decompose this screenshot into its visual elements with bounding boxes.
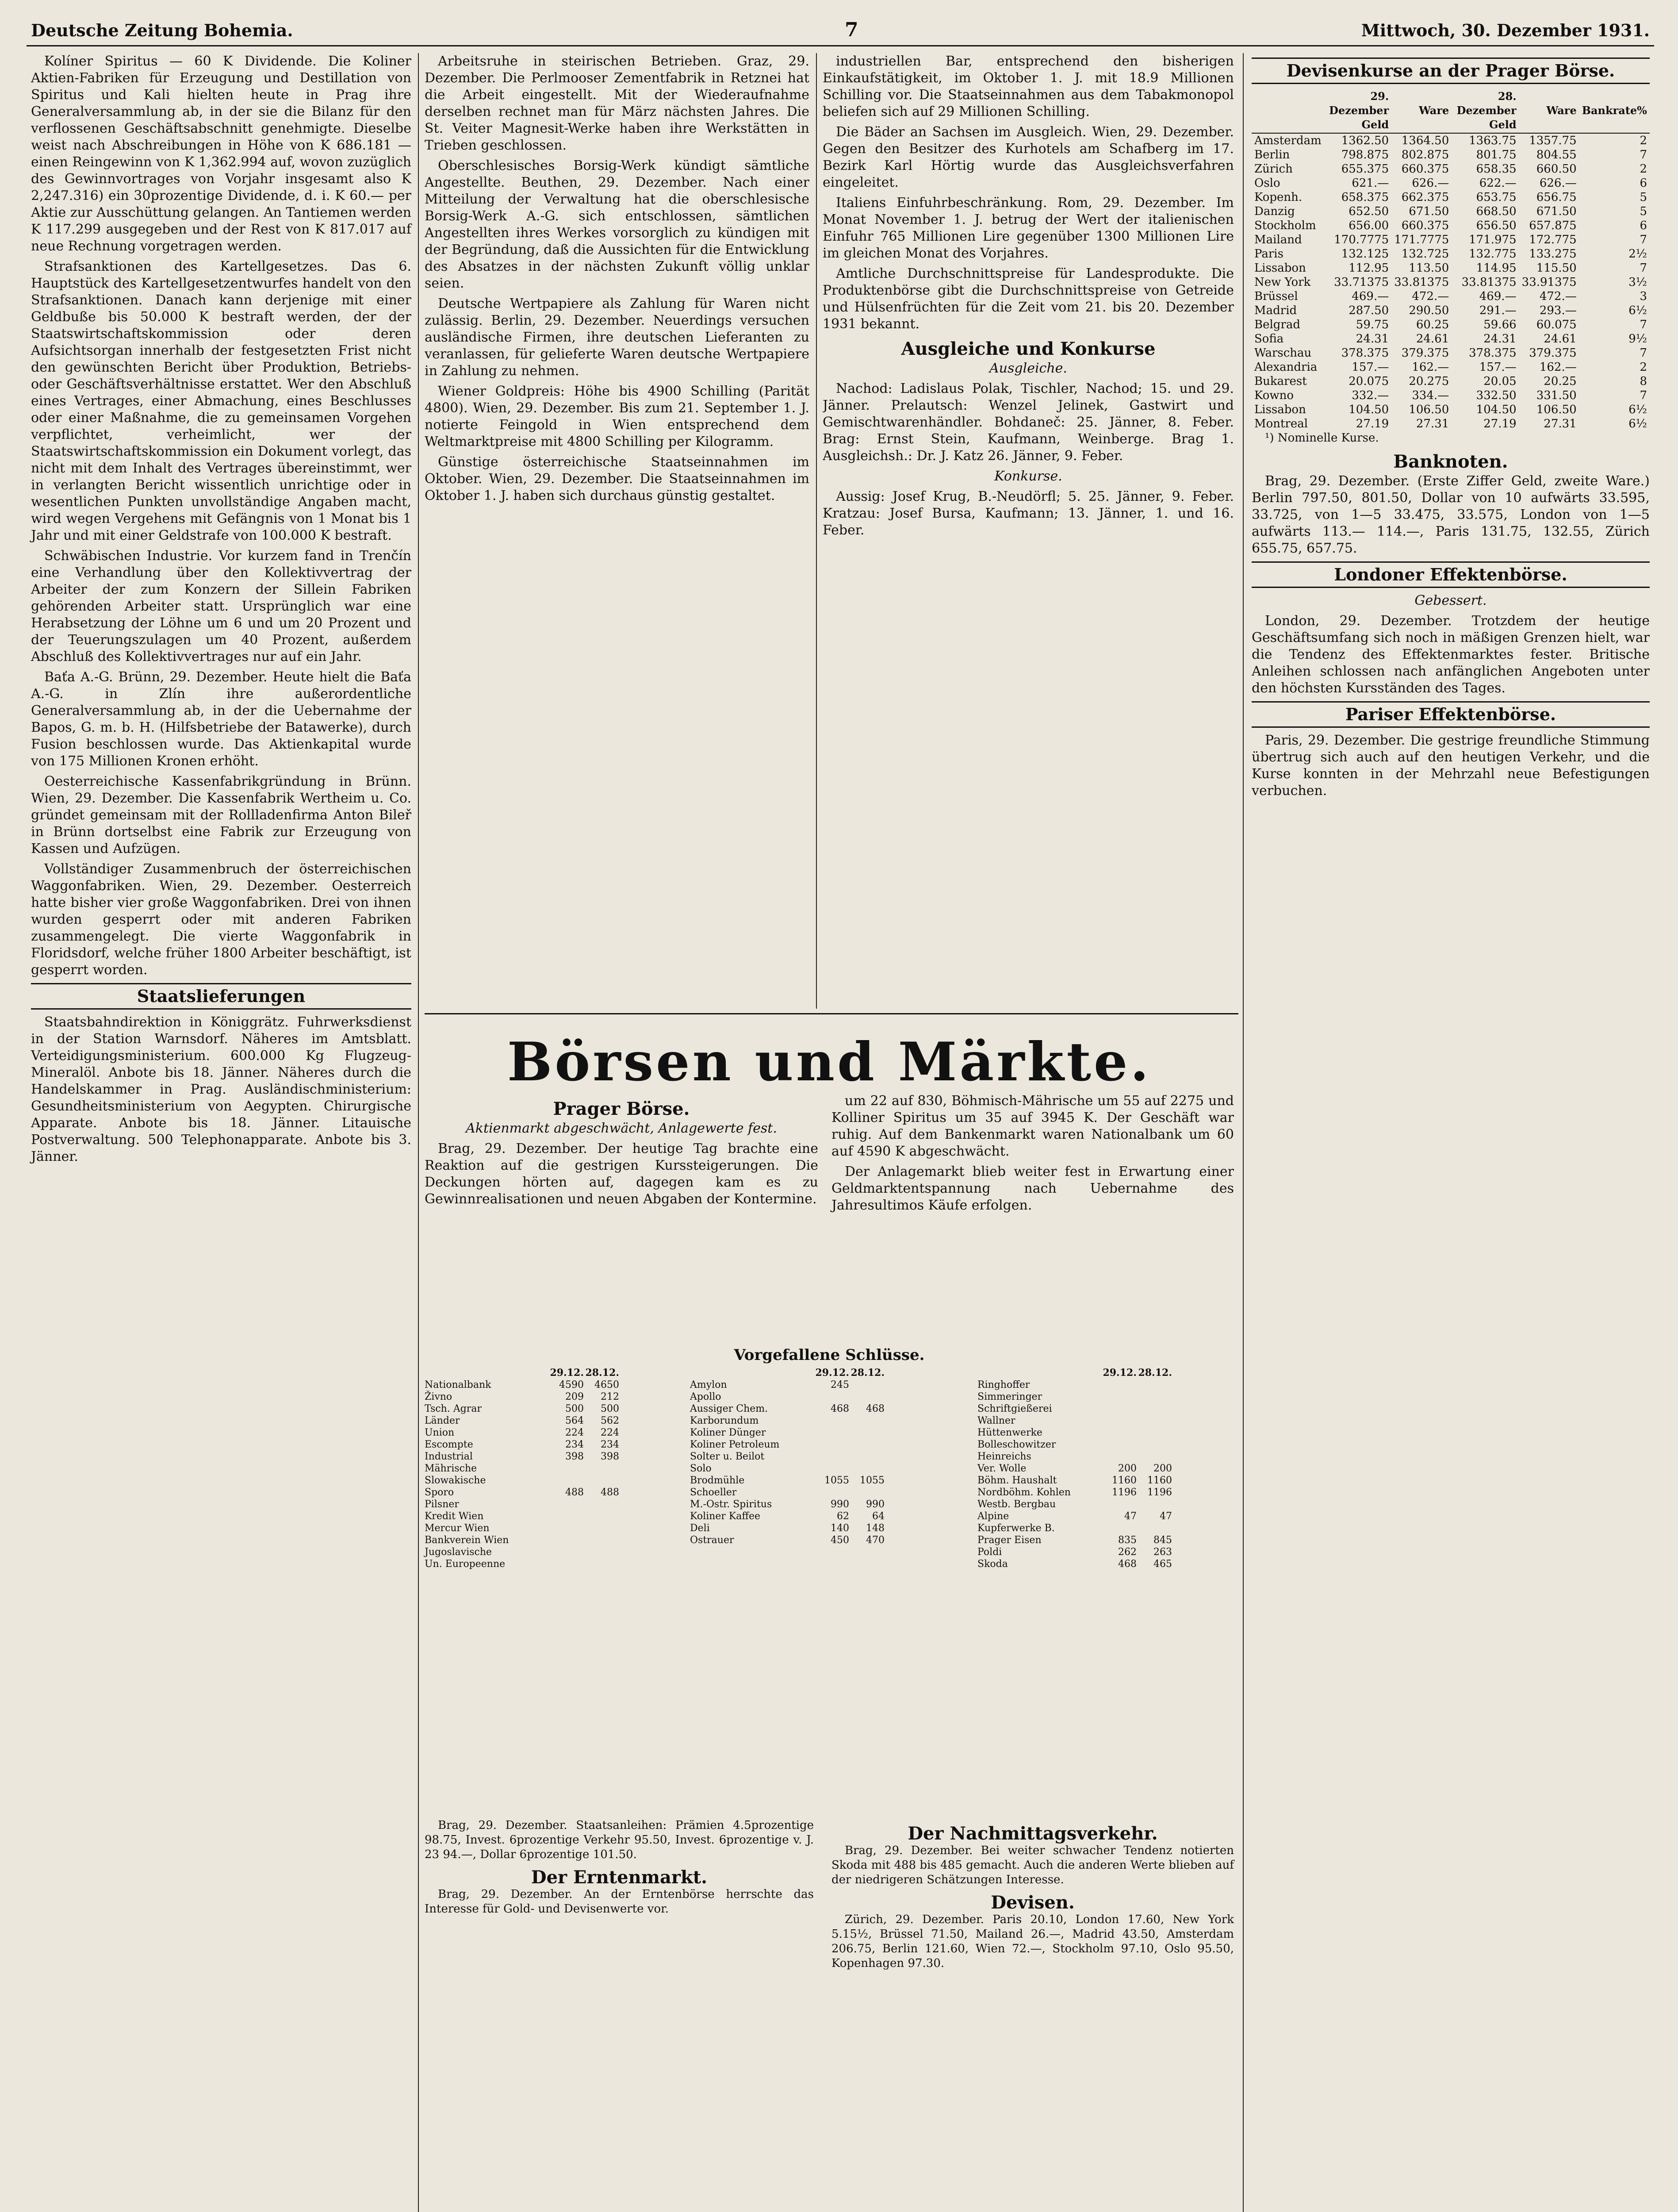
- section-rule: [425, 1013, 1238, 1014]
- table-cell: 660.50: [1536, 162, 1577, 176]
- article: Oberschlesisches Borsig-Werk kündigt sämtliche Angestellte. Beuthen, 29. Dezember. Nach einer Mitteilung der Verwaltung hat die oberschlesische Borsig-Werk A.-G. sich entschlossen, sämtlichen Angestellten ihres Werkes vorsorglich zu kündigen mit der Begründung, daß die Aussichten für die Entwicklung des Absatzes in der nächsten Zukunft völlig unklar seien.: [425, 158, 809, 291]
- table-cell: 291.—: [1479, 304, 1517, 317]
- article: Brag, 29. Dezember. Bei weiter schwacher Tendenz notierten Skoda mit 488 bis 485 gemacht. Auch die anderen Werte blieben auf der niedrigeren Schätzungen Interesse.: [831, 1844, 1234, 1886]
- table-cell: New York: [1254, 276, 1311, 289]
- table-cell: Stockholm: [1254, 219, 1316, 232]
- table-cell: 6½: [1628, 304, 1647, 317]
- stock-row: Apollo: [690, 1391, 721, 1402]
- table-cell: 6½: [1628, 403, 1647, 416]
- article: Deutsche Wertpapiere als Zahlung für Waren nicht zulässig. Berlin, 29. Dezember. Neuerdings versuchen ausländische Firmen, ihre deutschen Lieferanten zu veranlassen, für gelieferte Waren deutsche Wertpapiere in Zahlung zu nehmen.: [425, 296, 809, 379]
- stock-row: Karborundum: [690, 1415, 759, 1426]
- table-cell: 626.—: [1412, 177, 1449, 190]
- table-cell: 9½: [1628, 332, 1647, 346]
- article: Brag, 29. Dezember. (Erste Ziffer Geld, zweite Ware.) Berlin 797.50, 801.50, Dollar von 10 aufwärts 33.595, 33.725, von 1—5 33.475, 33.575, London von 1—5 aufwärts 113.— 114.—, Paris 131.75, 132.55, Zürich 655.75, 657.75.: [1252, 473, 1650, 556]
- section-heading: Der Nachmittagsverkehr.: [908, 1823, 1158, 1844]
- table-row: [1252, 289, 1650, 303]
- table-cell: 162.—: [1412, 361, 1449, 374]
- table-cell: Kopenh.: [1254, 191, 1303, 204]
- table-cell: 798.875: [1341, 148, 1389, 161]
- table-header: Ware: [1391, 88, 1452, 133]
- table-cell: 5: [1640, 191, 1647, 204]
- table-row: [1252, 417, 1650, 431]
- table-cell: 656.00: [1349, 219, 1389, 232]
- table-cell: 171.975: [1469, 233, 1517, 246]
- table-row: [1252, 162, 1650, 176]
- table-row: [1252, 275, 1650, 289]
- table-cell: 20.25: [1544, 375, 1577, 388]
- table-cell: 1357.75: [1529, 134, 1577, 147]
- stock-row: Koliner Dünger: [690, 1427, 766, 1438]
- table-cell: Brüssel: [1254, 290, 1298, 303]
- table-cell: 104.50: [1476, 403, 1517, 416]
- table-cell: 115.50: [1536, 261, 1577, 275]
- stock-header: 29.12. 28.12.: [1103, 1367, 1172, 1379]
- table-cell: 24.61: [1416, 332, 1449, 346]
- table-cell: 20.075: [1349, 375, 1389, 388]
- table-cell: 33.91375: [1521, 276, 1577, 289]
- stock-row: Schriftgießerei: [977, 1403, 1052, 1414]
- table-cell: 656.50: [1476, 219, 1517, 232]
- table-cell: 7: [1640, 233, 1647, 246]
- stock-row: Böhm. Haushalt 1160 1160: [977, 1475, 1172, 1486]
- running-head: [27, 14, 1654, 46]
- stock-row: Industrial 398 398: [425, 1451, 619, 1462]
- table-cell: 157.—: [1352, 361, 1389, 374]
- table-cell: Berlin: [1254, 148, 1290, 161]
- table-cell: 20.275: [1409, 375, 1449, 388]
- stock-row: Wallner: [977, 1415, 1015, 1426]
- prager-boerse-cont: [831, 1093, 1234, 1217]
- stock-row: Skoda 468 465: [977, 1559, 1172, 1570]
- table-cell: 287.50: [1349, 304, 1389, 317]
- table-header: Ware: [1519, 88, 1579, 133]
- table-cell: Lissabon: [1254, 403, 1306, 416]
- stock-column: [425, 1367, 619, 1570]
- table-cell: 104.50: [1349, 403, 1389, 416]
- table-cell: 132.775: [1469, 247, 1517, 261]
- table-cell: 652.50: [1349, 205, 1389, 218]
- table-cell: Belgrad: [1254, 318, 1301, 331]
- stock-row: Deli 140 148: [690, 1523, 885, 1534]
- table-cell: 660.375: [1401, 219, 1449, 232]
- article: Italiens Einfuhrbeschränkung. Rom, 29. Dezember. Im Monat November 1. J. betrug der Wert der italienischen Einfuhr 765 Millionen Lire gegenüber 1300 Millionen Lire im gleichen Monat des Vorjahres.: [823, 195, 1234, 261]
- subheading: Aktienmarkt abgeschwächt, Anlagewerte fest.: [466, 1121, 777, 1136]
- table-cell: 334.—: [1412, 389, 1449, 402]
- table-cell: 27.19: [1356, 417, 1389, 430]
- table-cell: Danzig: [1254, 205, 1295, 218]
- stock-row: Koliner Petroleum: [690, 1439, 780, 1450]
- article: Die Bäder an Sachsen im Ausgleich. Wien, 29. Dezember. Gegen den Besitzer des Kurhotels am Schafberg im 17. Bezirk Karl Hörtig wurde das Ausgleichsverfahren eingeleitet.: [823, 124, 1234, 190]
- table-cell: 59.66: [1483, 318, 1517, 331]
- newspaper-name: Deutsche Zeitung Bohemia.: [31, 20, 293, 40]
- table-cell: 2: [1640, 162, 1647, 176]
- column-3: [823, 53, 1234, 1004]
- stock-row: Nationalbank 4590 4650: [425, 1379, 619, 1390]
- table-cell: 7: [1640, 389, 1647, 402]
- table-row: [1252, 190, 1650, 204]
- table-cell: 59.75: [1356, 318, 1389, 331]
- table-cell: Paris: [1254, 247, 1283, 261]
- table-cell: 655.375: [1341, 162, 1389, 176]
- table-cell: 802.875: [1401, 148, 1449, 161]
- table-cell: Bukarest: [1254, 375, 1307, 388]
- staatsanleihen: [425, 1818, 814, 1920]
- table-cell: Warschau: [1254, 346, 1312, 360]
- article: industriellen Bar, entsprechend den bisherigen Einkaufstätigkeit, im Oktober 1. J. mit 18.9 Millionen Schilling vor. Die Staatseinnahmen aus dem Tabakmonopol beliefen sich auf 29 Millionen Schilling.: [823, 54, 1234, 119]
- table-cell: 7: [1640, 148, 1647, 161]
- table-cell: 662.375: [1401, 191, 1449, 204]
- table-cell: 3: [1640, 290, 1647, 303]
- table-row: [1252, 403, 1650, 417]
- stock-row: Bankverein Wien: [425, 1535, 509, 1546]
- stock-row: Westb. Bergbau: [977, 1499, 1056, 1510]
- table-row: [1252, 176, 1650, 190]
- table-cell: 657.875: [1529, 219, 1577, 232]
- table-cell: 60.25: [1416, 318, 1449, 331]
- table-header: [1252, 88, 1324, 133]
- article: Baťa A.-G. Brünn, 29. Dezember. Heute hielt die Baťa A.-G. in Zlín ihre außerordentliche Generalversammlung ab, in der die Uebernahme der Bapos, G. m. b. H. (Hilfsbetriebe der Batawerke), durch Fusion beschlossen wurde. Das Aktienkapital wurde von 175 Millionen Kronen erhöht.: [31, 669, 411, 769]
- table-cell: 622.—: [1479, 177, 1517, 190]
- table-cell: 1362.50: [1341, 134, 1389, 147]
- stock-row: M.-Ostr. Spiritus 990 990: [690, 1499, 885, 1510]
- table-cell: 27.31: [1544, 417, 1577, 430]
- table-cell: 132.125: [1341, 247, 1389, 261]
- table-cell: 7: [1640, 346, 1647, 360]
- page-title: Börsen und Märkte.: [507, 1031, 1152, 1093]
- article: Strafsanktionen des Kartellgesetzes. Das 6. Hauptstück des Kartellgesetzentwurfes handelt von den Strafsanktionen. Danach kann derjenige mit einer Geldbuße bis 50.000 K bestraft werden, der der Staatswirtschaftskommission oder deren Aufsichtsorgan innerhalb der festgesetzten Frist nicht den gewünschten Bericht über Produktion, Betriebs- oder Geschäftsverhältnisse erstattet. Wer den Abschluß eines Vertrages, einer Abmachung, eines Beschlusses oder einer Maßnahme, die zu gemeinsamen Vorgehen verpflichtet, verheimlicht, wer der Staatswirtschaftskommission ein Dokument vorlegt, das nicht mit dem Inhalt des Vertrages übereinstimmt, wer in verlangten Bericht wissentlich unrichtige oder in wesentlichen Punkten unvollständige Angaben macht, wird wegen Vergehens mit Gefängnis von 1 Monat bis 1 Jahr und mit einer Geldstrafe von 100.000 K bestraft.: [31, 259, 411, 543]
- table-row: [1252, 148, 1650, 162]
- article: Vollständiger Zusammenbruch der österreichischen Waggonfabriken. Wien, 29. Dezember. Oesterreich hatte bisher vier große Waggonfabriken. Drei von ihnen wurden gesperrt oder mit anderen Fabriken zusammengelegt. Die vierte Waggonfabrik in Floridsdorf, welche früher 1800 Arbeiter beschäftigt, ist gesperrt worden.: [31, 861, 411, 978]
- table-row: [1252, 332, 1650, 346]
- stock-row: Slowakische: [425, 1475, 486, 1486]
- table-cell: 2½: [1628, 247, 1647, 261]
- article: Zürich, 29. Dezember. Paris 20.10, London 17.60, New York 5.15½, Brüssel 71.50, Mailand 26.—, Madrid 43.50, Amsterdam 206.75, Berlin 121.60, Wien 72.—, Stockholm 97.10, Oslo 95.50, Kopenhagen 97.30.: [831, 1913, 1234, 1970]
- table-cell: 114.95: [1476, 261, 1517, 275]
- table-cell: 6½: [1628, 417, 1647, 430]
- table-cell: Kowno: [1254, 389, 1294, 402]
- section-heading: Londoner Effektenbörse.: [1252, 561, 1650, 588]
- stock-row: Heinreichs: [977, 1451, 1031, 1462]
- table-cell: 1363.75: [1469, 134, 1517, 147]
- stock-row: Sporo 488 488: [425, 1487, 619, 1498]
- table-cell: 660.375: [1401, 162, 1449, 176]
- stock-header: 29.12. 28.12.: [815, 1367, 885, 1379]
- stock-row: Simmeringer: [977, 1391, 1042, 1402]
- stock-row: Živno 209 212: [425, 1391, 619, 1402]
- subheading: Gebessert.: [1414, 593, 1487, 608]
- article: Staatsbahndirektion in Königgrätz. Fuhrwerksdienst in der Station Warnsdorf. Näheres im Amtsblatt. Verteidigungsministerium. 600.000 Kg Flugzeug-Mineralöl. Anbote bis 18. Jänner. Näheres durch die Handelskammer in Prag. Ausländischministerium: Gesundheitsministerium von Aegypten. Chirurgische Apparate. Anbote bis 18. Jänner. Litauische Postverwaltung. 500 Telephonapparate. Anbote bis 3. Jänner.: [31, 1014, 411, 1164]
- table-cell: 379.375: [1529, 346, 1577, 360]
- table-cell: Madrid: [1254, 304, 1297, 317]
- table-cell: 132.725: [1401, 247, 1449, 261]
- table-cell: 2: [1640, 134, 1647, 147]
- section-heading: Devisenkurse an der Prager Börse.: [1252, 58, 1650, 84]
- stock-row: Poldi 262 263: [977, 1547, 1172, 1558]
- table-row: [1252, 233, 1650, 247]
- article: Paris, 29. Dezember. Die gestrige freundliche Stimmung übertrug sich auch auf den heutigen Verkehr, und die Kurse konnten in der Mehrzahl neue Befestigungen verbuchen.: [1252, 733, 1650, 799]
- stock-row: Koliner Kaffee 62 64: [690, 1511, 885, 1522]
- stock-row: Aussiger Chem. 468 468: [690, 1403, 885, 1414]
- article: Brag, 29. Dezember. An der Erntenbörse herrschte das Interesse für Gold- und Devisenwerte vor.: [425, 1888, 814, 1916]
- stock-row: Länder 564 562: [425, 1415, 619, 1426]
- table-row: [1252, 360, 1650, 374]
- fx-note: ¹) Nominelle Kurse.: [1265, 431, 1379, 445]
- column-4: [1252, 53, 1650, 803]
- table-cell: 112.95: [1349, 261, 1389, 275]
- table-cell: 27.19: [1483, 417, 1517, 430]
- article: Kolíner Spiritus — 60 K Dividende. Die Koliner Aktien-Fabriken für Erzeugung und Destillation von Spiritus und Kali hielten heute in Prag ihre Generalversammlung ab, in der sie die Bilanz für den verflossenen Geschäftsabschnitt genehmigte. Dieselbe weist nach Abschreibungen in Höhe von K 686.181 — einen Reingewinn von K 1,362.994 auf, wovon zuzüglich des Gewinnvortrages von Vorjahr insgesamt also K 2,247.316) ein 30prozentige Dividende, d. i. K 60.— per Aktie zur Ausschüttung gelangen. An Tantiemen werden K 117.299 ausgegeben und der Rest von K 817.017 auf neue Rechnung vorgetragen werden.: [31, 54, 411, 254]
- table-cell: 106.50: [1536, 403, 1577, 416]
- table-cell: 290.50: [1409, 304, 1449, 317]
- table-cell: 658.375: [1341, 191, 1389, 204]
- table-cell: 133.275: [1529, 247, 1577, 261]
- stock-row: Kredit Wien: [425, 1511, 484, 1522]
- table-cell: 331.50: [1536, 389, 1577, 402]
- table-header: Bankrate%: [1579, 88, 1650, 133]
- table-cell: 1364.50: [1401, 134, 1449, 147]
- stock-row: Mährische: [425, 1463, 477, 1474]
- table-cell: 7: [1640, 261, 1647, 275]
- stock-row: Escompte 234 234: [425, 1439, 619, 1450]
- table-row: [1252, 219, 1650, 233]
- table-cell: 7: [1640, 318, 1647, 331]
- table-cell: 379.375: [1401, 346, 1449, 360]
- stock-table: [425, 1346, 1234, 1801]
- table-cell: 170.7775: [1334, 233, 1389, 246]
- table-cell: 113.50: [1409, 261, 1449, 275]
- table-cell: 626.—: [1539, 177, 1577, 190]
- section-heading: Pariser Effektenbörse.: [1252, 701, 1650, 728]
- table-cell: Sofia: [1254, 332, 1284, 346]
- table-cell: Lissabon: [1254, 261, 1306, 275]
- table-cell: Amsterdam: [1254, 134, 1322, 147]
- table-row: [1252, 346, 1650, 360]
- stock-row: Brodmühle 1055 1055: [690, 1475, 885, 1486]
- table-row: [1252, 374, 1650, 388]
- table-title: Vorgefallene Schlüsse.: [734, 1346, 925, 1364]
- table-cell: 5: [1640, 205, 1647, 218]
- section-heading: Banknoten.: [1393, 451, 1508, 472]
- table-cell: 3½: [1628, 276, 1647, 289]
- table-cell: 293.—: [1539, 304, 1577, 317]
- table-cell: 8: [1640, 375, 1647, 388]
- table-cell: 671.50: [1409, 205, 1449, 218]
- subheading: Ausgleiche.: [989, 361, 1067, 376]
- section-heading: Prager Börse.: [553, 1098, 690, 1119]
- table-cell: 804.55: [1536, 148, 1577, 161]
- table-cell: 20.05: [1483, 375, 1517, 388]
- table-cell: 171.7775: [1394, 233, 1449, 246]
- article: Arbeitsruhe in steirischen Betrieben. Graz, 29. Dezember. Die Perlmooser Zementfabrik in Retznei hat die Arbeit eingestellt. Mit der Wiederaufnahme derselben rechnet man für März nächsten Jahres. Die St. Veiter Magnesit-Werke haben ihre Werkstätten in Trieben geschlossen.: [425, 54, 809, 153]
- stock-row: Bolleschowitzer: [977, 1439, 1056, 1450]
- article: Schwäbischen Industrie. Vor kurzem fand in Trenčín eine Verhandlung über den Kollektivvertrag der Arbeiter der zum Konzern der Sillein Fabriken gehörenden Arbeiter statt. Ursprünglich war eine Herabsetzung der Löhne um 6 und um 20 Prozent und der Teuerungszulagen um 40 Prozent, außerdem Abschluß des Kollektivvertrages nur auf ein Jahr.: [31, 548, 411, 664]
- stock-row: Solter u. Beilot: [690, 1451, 765, 1462]
- table-row: [1252, 204, 1650, 219]
- table-row: [1252, 388, 1650, 403]
- table-cell: 621.—: [1352, 177, 1389, 190]
- table-cell: 106.50: [1409, 403, 1449, 416]
- table-cell: 33.71375: [1334, 276, 1389, 289]
- table-cell: Montreal: [1254, 417, 1308, 430]
- table-cell: 162.—: [1539, 361, 1577, 374]
- article: Wiener Goldpreis: Höhe bis 4900 Schilling (Parität 4800). Wien, 29. Dezember. Bis zum 21. September 1. J. notierte Feingold in Wien entsprechend dem Weltmarktpreise mit 4800 Schilling per Kilogramm.: [425, 384, 809, 449]
- table-cell: 157.—: [1479, 361, 1517, 374]
- table-cell: 60.075: [1536, 318, 1577, 331]
- table-cell: 469.—: [1352, 290, 1389, 303]
- article: Brag, 29. Dezember. Staatsanleihen: Prämien 4.5prozentige 98.75, Invest. 6prozentige Verkehr 95.50, Invest. 6prozentige v. J. 23 94.—, Dollar 6prozentige 101.50.: [425, 1819, 814, 1861]
- table-row: [1252, 261, 1650, 275]
- article: Aussig: Josef Krug, B.-Neudörfl; 5. 25. Jänner, 9. Feber. Kratzau: Josef Bursa, Kaufmann; 13. Jänner, 1. und 16. Feber.: [823, 489, 1234, 538]
- table-cell: 332.50: [1476, 389, 1517, 402]
- section-heading: Ausgleiche und Konkurse: [901, 338, 1156, 359]
- table-cell: 378.375: [1341, 346, 1389, 360]
- article: London, 29. Dezember. Trotzdem der heutige Geschäftsumfang sich noch in mäßigen Grenzen hielt, war die Tendenz des Effektenmarktes fester. Britische Anleihen schlossen nach anfänglichen Angeboten unter den höchsten Kursständen des Tages.: [1252, 613, 1650, 696]
- stock-row: Ringhoffer: [977, 1379, 1030, 1390]
- table-cell: 378.375: [1469, 346, 1517, 360]
- subheading: Konkurse.: [994, 469, 1062, 484]
- table-row: [1252, 247, 1650, 261]
- table-cell: 656.75: [1536, 191, 1577, 204]
- table-row: [1252, 133, 1650, 148]
- table-cell: Zürich: [1254, 162, 1293, 176]
- stock-header: 29.12. 28.12.: [550, 1367, 619, 1379]
- stock-row: Tsch. Agrar 500 500: [425, 1403, 619, 1414]
- stock-row: Solo: [690, 1463, 712, 1474]
- table-row: [1252, 303, 1650, 318]
- stock-row: Alpine 47 47: [977, 1511, 1172, 1522]
- stock-row: Kupferwerke B.: [977, 1523, 1055, 1534]
- table-header: 29. Dezember Geld: [1324, 88, 1391, 133]
- table-cell: 6: [1640, 177, 1647, 190]
- stock-row: Mercur Wien: [425, 1523, 490, 1534]
- table-cell: 801.75: [1476, 148, 1517, 161]
- table-cell: 6: [1640, 219, 1647, 232]
- stock-row: Ver. Wolle 200 200: [977, 1463, 1172, 1474]
- table-cell: Alexandria: [1254, 361, 1318, 374]
- table-cell: Oslo: [1254, 177, 1280, 190]
- table-cell: 472.—: [1412, 290, 1449, 303]
- article: um 22 auf 830, Böhmisch-Mährische um 55 auf 2275 und Kolliner Spiritus um 35 auf 3945 K. Der Geschäft war ruhig. Auf dem Bankenmarkt waren Nationalbank um 60 auf 4590 K abgeschwächt.: [831, 1093, 1234, 1159]
- table-cell: 27.31: [1416, 417, 1449, 430]
- column-rule: [816, 53, 817, 1009]
- article: Günstige österreichische Staatseinnahmen im Oktober. Wien, 29. Dezember. Die Staatseinnahmen im Oktober 1. J. haben sich durchaus günstig gestaltet.: [425, 454, 809, 503]
- article: Amtliche Durchschnittspreise für Landesprodukte. Die Produktenbörse gibt die Durchschnittspreise von Getreide und Hülsenfrüchten für die Zeit vom 21. bis 20. Dezember 1931 bekannt.: [823, 266, 1234, 332]
- table-cell: Mailand: [1254, 233, 1302, 246]
- stock-row: Schoeller: [690, 1487, 737, 1498]
- table-cell: 668.50: [1476, 205, 1517, 218]
- stock-row: Jugoslavische: [425, 1547, 492, 1558]
- section-heading: Devisen.: [991, 1892, 1075, 1913]
- stock-row: Prager Eisen 835 845: [977, 1535, 1172, 1546]
- fx-table: [1252, 88, 1650, 431]
- article: Brag, 29. Dezember. Der heutige Tag brachte eine Reaktion auf die gestrigen Kurssteigerungen. Die Deckungen hörten auf, dagegen kam es zu Gewinnrealisationen und neuen Abgaben der Kontermine.: [425, 1141, 818, 1207]
- table-cell: 24.61: [1544, 332, 1577, 346]
- column-2: [425, 53, 809, 1004]
- stock-column: [977, 1367, 1172, 1570]
- stock-row: Nordböhm. Kohlen 1196 1196: [977, 1487, 1172, 1498]
- article: Nachod: Ladislaus Polak, Tischler, Nachod; 15. und 29. Jänner. Prelautsch: Wenzel Jelinek, Gastwirt und Gemischtwarenhändler. Bohdaneč: 25. Jänner, 8. Feber. Brag: Ernst Stein, Kaufmann, Weinberge. Brag 1. Ausgleichsh.: Dr. J. Katz 26. Jänner, 9. Feber.: [823, 381, 1234, 464]
- table-cell: 33.81375: [1461, 276, 1517, 289]
- issue-date: Mittwoch, 30. Dezember 1931.: [1361, 20, 1650, 40]
- stock-column: [690, 1367, 885, 1546]
- table-cell: 653.75: [1476, 191, 1517, 204]
- stock-row: Hüttenwerke: [977, 1427, 1042, 1438]
- table-cell: 2: [1640, 361, 1647, 374]
- table-cell: 658.35: [1476, 162, 1517, 176]
- table-row: [1252, 318, 1650, 332]
- stock-row: Un. Europeenne: [425, 1559, 506, 1570]
- stock-row: Amylon 245: [690, 1379, 849, 1390]
- prager-boerse: [425, 1093, 818, 1211]
- table-header: 28. Dezember Geld: [1452, 88, 1519, 133]
- section-heading: Staatslieferungen: [31, 983, 411, 1010]
- stock-row: Pilsner: [425, 1499, 459, 1510]
- article: Der Anlagemarkt blieb weiter fest in Erwartung einer Geldmarktentspannung nach Uebernahme des Jahresultimos Käufe erfolgen.: [831, 1164, 1234, 1213]
- table-cell: 172.775: [1529, 233, 1577, 246]
- table-cell: 472.—: [1539, 290, 1577, 303]
- column-rule: [418, 53, 419, 2212]
- table-cell: 469.—: [1479, 290, 1517, 303]
- article: Oesterreichische Kassenfabrikgründung in Brünn. Wien, 29. Dezember. Die Kassenfabrik Wertheim u. Co. gründet gemeinsam mit der Rollladenfirma Anton Bileř in Brünn dortselbst eine Fabrik zur Erzeugung von Kassen und Aufzügen.: [31, 774, 411, 856]
- nachmittag-devisen: [831, 1818, 1234, 1974]
- column-1: [31, 53, 411, 1169]
- table-cell: 671.50: [1536, 205, 1577, 218]
- table-cell: 332.—: [1352, 389, 1389, 402]
- section-heading: Der Erntenmarkt.: [531, 1867, 708, 1888]
- stock-row: Union 224 224: [425, 1427, 619, 1438]
- column-rule: [1243, 53, 1244, 2212]
- table-cell: 24.31: [1356, 332, 1389, 346]
- table-cell: 33.81375: [1394, 276, 1449, 289]
- table-cell: 24.31: [1483, 332, 1517, 346]
- page-number: 7: [845, 19, 858, 41]
- stock-row: Ostrauer 450 470: [690, 1535, 885, 1546]
